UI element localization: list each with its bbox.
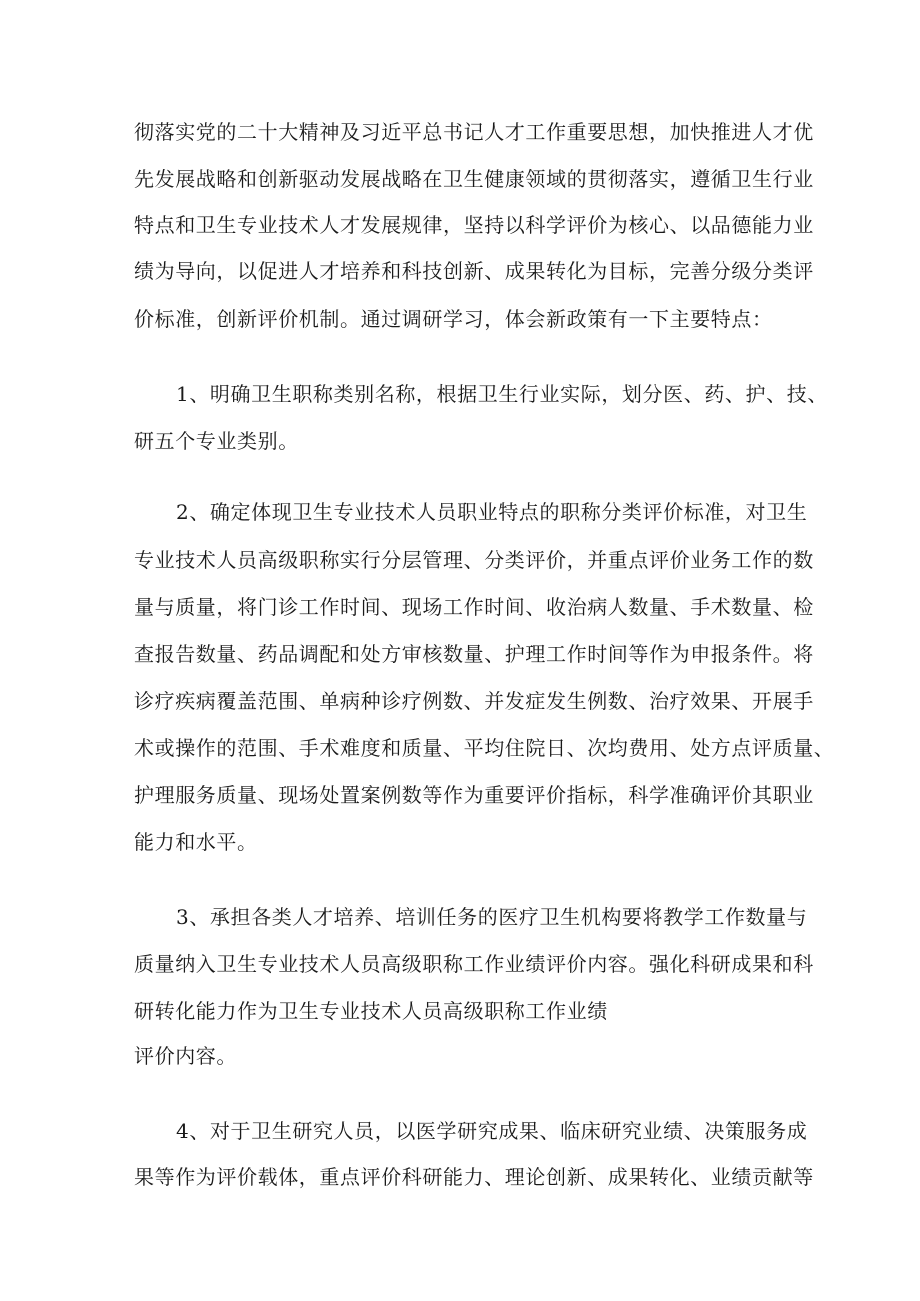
paragraph-item-3-line: 评价内容。 [134, 1044, 237, 1068]
paragraph-item-2-line: 护理服务质量、现场处置案例数等作为重要评价指标，科学准确评价其职业 [134, 783, 814, 807]
paragraph-item-4-line: 4、对于卫生研究人员，以医学研究成果、临床研究业绩、决策服务成 [176, 1119, 808, 1143]
paragraph-item-1-line: 1、明确卫生职称类别名称，根据卫生行业实际，划分医、药、护、技、 [176, 382, 828, 406]
paragraph-item-2-line: 术或操作的范围、手术难度和质量、平均住院日、次均费用、处方点评质量、 [134, 736, 835, 760]
paragraph-intro-line: 价标准，创新评价机制。通过调研学习，体会新政策有一下主要特点： [134, 307, 773, 331]
paragraph-item-1-line: 研五个专业类别。 [134, 429, 299, 453]
paragraph-intro-line: 先发展战略和创新驱动发展战略在卫生健康领域的贯彻落实，遵循卫生行业 [134, 167, 814, 191]
paragraph-item-2-line: 量与质量，将门诊工作时间、现场工作时间、收治病人数量、手术数量、检 [134, 595, 814, 619]
paragraph-item-3-line: 3、承担各类人才培养、培训任务的医疗卫生机构要将教学工作数量与 [176, 905, 808, 929]
paragraph-intro-line: 彻落实党的二十大精神及习近平总书记人才工作重要思想，加快推进人才优 [134, 120, 814, 144]
paragraph-item-2-line: 诊疗疾病覆盖范围、单病种诊疗例数、并发症发生例数、治疗效果、开展手 [134, 689, 814, 713]
paragraph-item-2-line: 查报告数量、药品调配和处方审核数量、护理工作时间等作为申报条件。将 [134, 642, 814, 666]
paragraph-item-3-line: 质量纳入卫生专业技术人员高级职称工作业绩评价内容。强化科研成果和科 [134, 952, 814, 976]
paragraph-item-3-line: 研转化能力作为卫生专业技术人员高级职称工作业绩 [134, 999, 608, 1023]
paragraph-item-2-line: 专业技术人员高级职称实行分层管理、分类评价，并重点评价业务工作的数 [134, 548, 814, 572]
paragraph-item-2-line: 能力和水平。 [134, 830, 258, 854]
paragraph-item-2-line: 2、确定体现卫生专业技术人员职业特点的职称分类评价标准，对卫生 [176, 500, 808, 524]
paragraph-intro-line: 绩为导向，以促进人才培养和科技创新、成果转化为目标，完善分级分类评 [134, 259, 814, 283]
paragraph-item-4-line: 果等作为评价载体，重点评价科研能力、理论创新、成果转化、业绩贡献等 [134, 1165, 814, 1189]
paragraph-intro-line: 特点和卫生专业技术人才发展规律，坚持以科学评价为核心、以品德能力业 [134, 213, 814, 237]
